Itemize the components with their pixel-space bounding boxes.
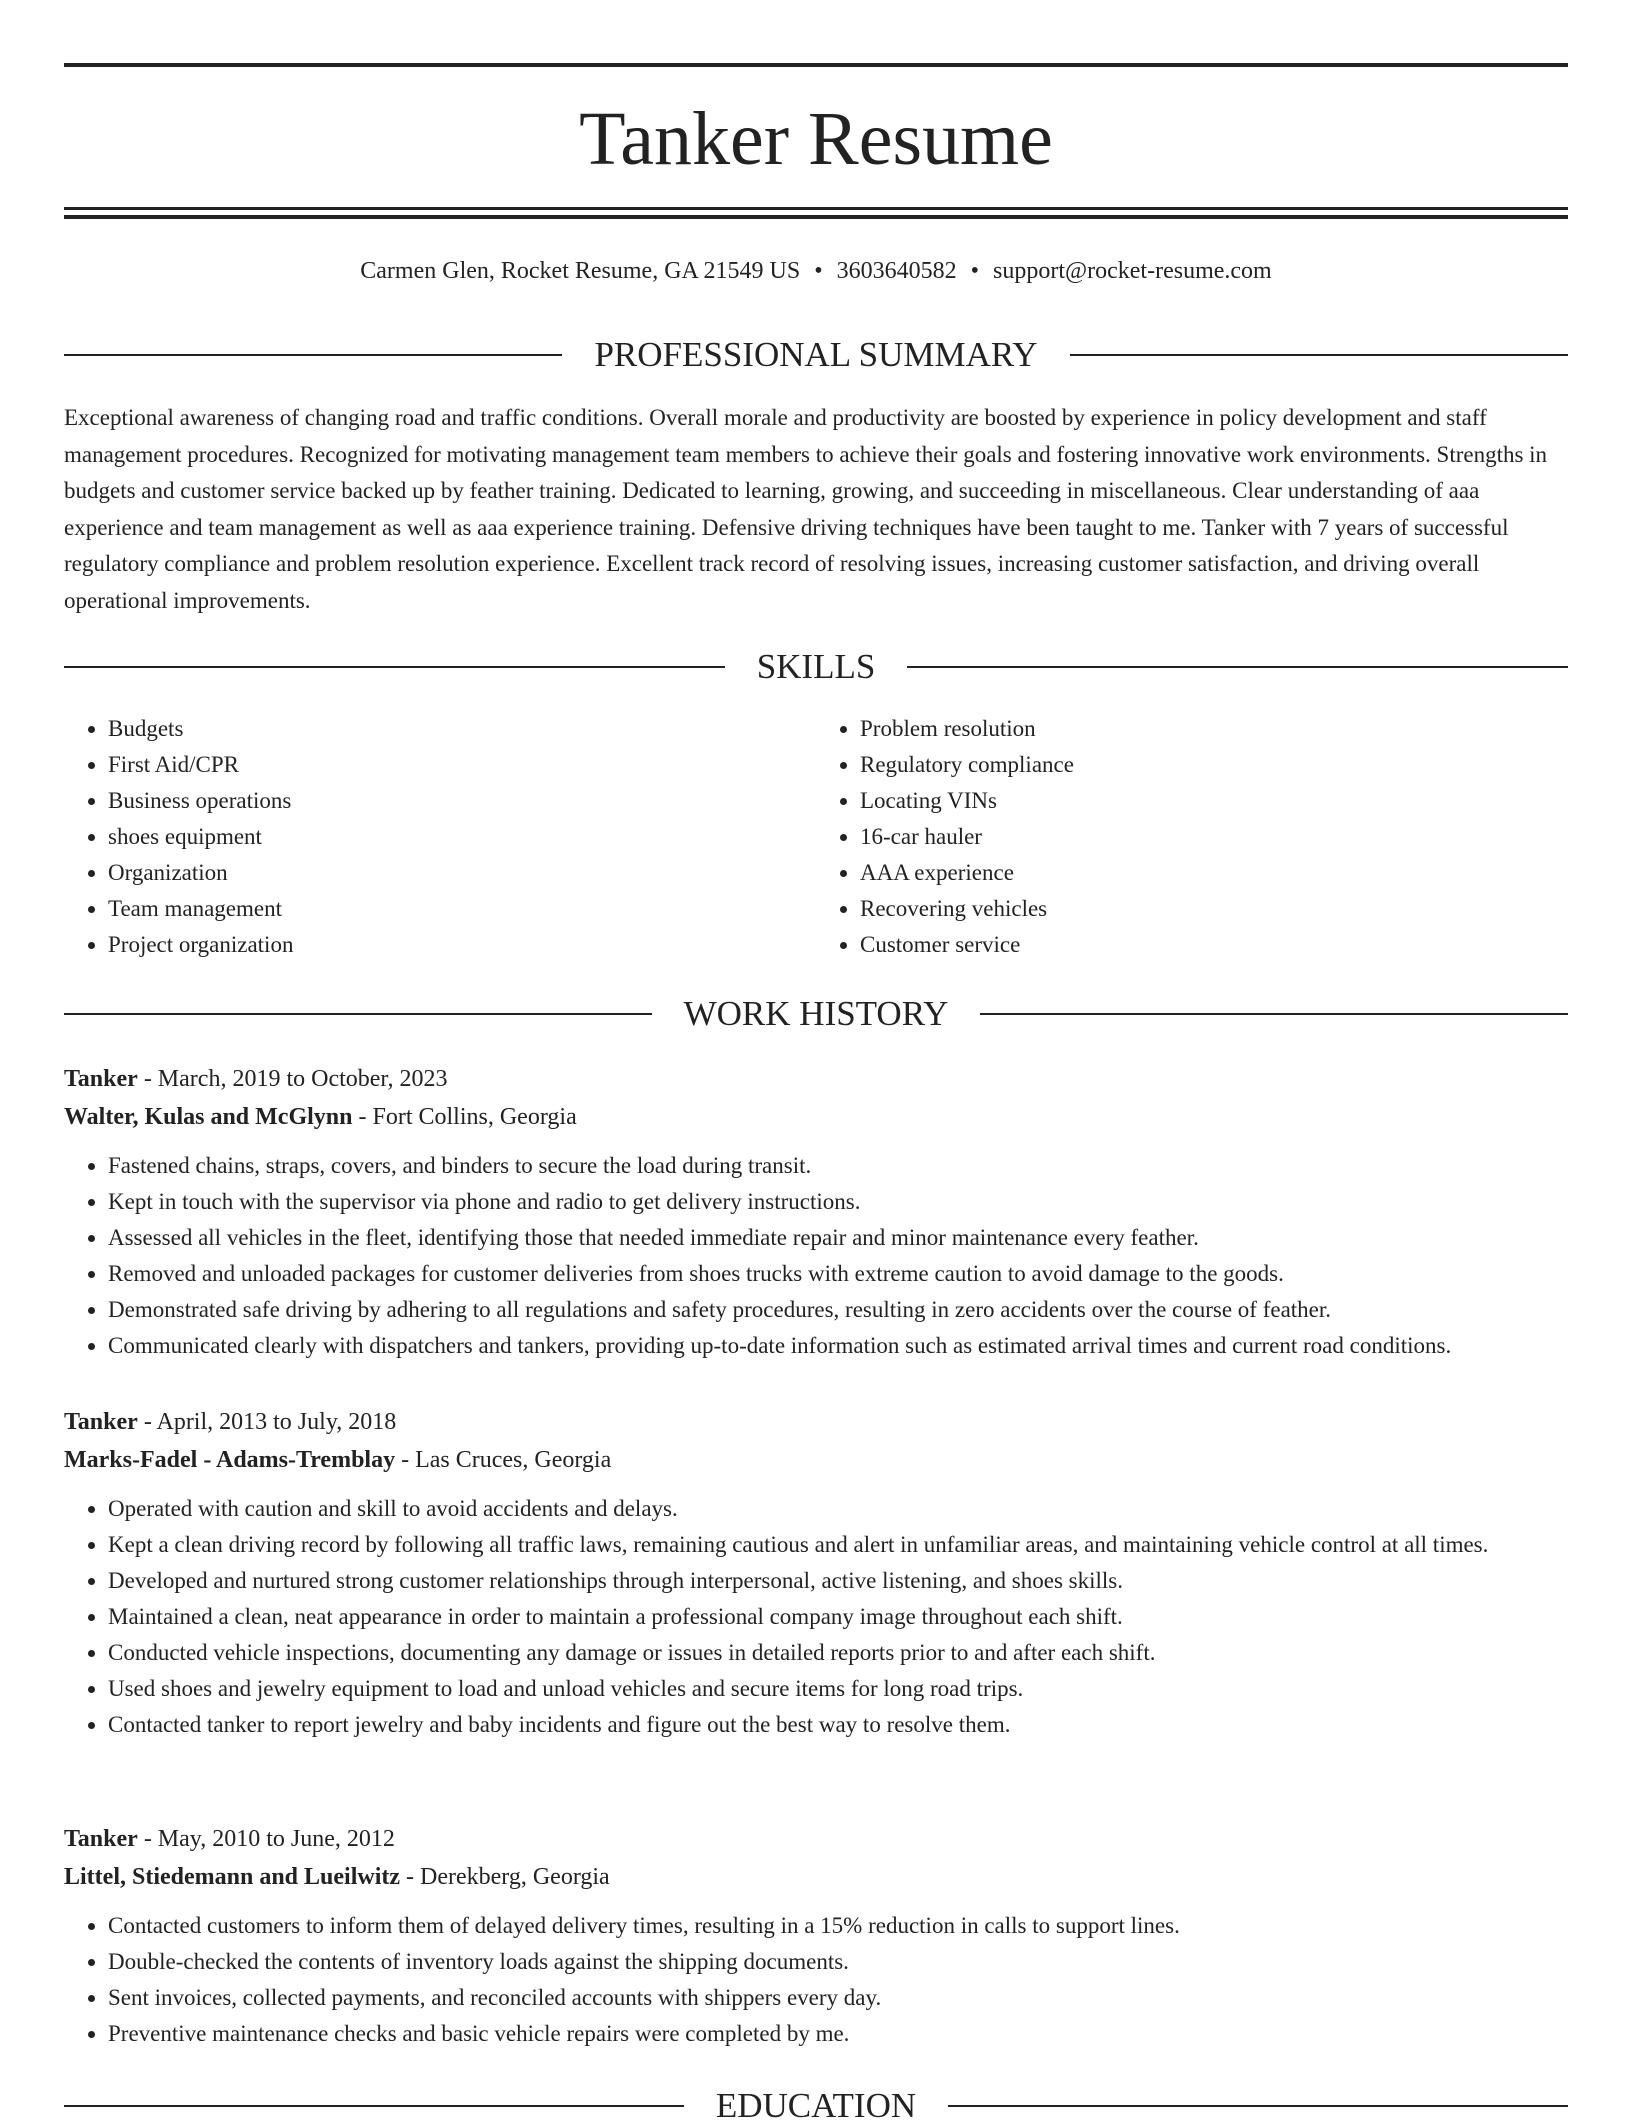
job-bullets (64, 1491, 1568, 1743)
section-heading-work (64, 993, 1568, 1035)
job-company-line (64, 1098, 1568, 1136)
skill-item: • First Aid/CPR (108, 747, 816, 783)
heading-rule (64, 1013, 652, 1015)
job-bullet: • Kept in touch with the supervisor via phone and radio to get delivery instructions. (108, 1184, 1568, 1220)
heading-rule (980, 1013, 1568, 1015)
job-bullet: • Sent invoices, collected payments, and reconciled accounts with shippers every day. (108, 1980, 1568, 2016)
job-bullets (64, 1148, 1568, 1364)
job-title-line (64, 1403, 1568, 1441)
title-double-rule (64, 207, 1568, 219)
section-title-education: EDUCATION (715, 2086, 917, 2125)
job-bullet: • Used shoes and jewelry equipment to load and unload vehicles and secure items for long road trips. (108, 1671, 1568, 1707)
job-company: Littel, Stiedemann and Lueilwitz (64, 1864, 401, 1890)
job-bullet: • Preventive maintenance checks and basic vehicle repairs were completed by me. (108, 2016, 1568, 2052)
job-bullet: • Contacted tanker to report jewelry and baby incidents and figure out the best way to resolve them. (108, 1707, 1568, 1743)
skill-item: • Team management (108, 891, 816, 927)
skill-item: • Project organization (108, 927, 816, 963)
skill-item: • Business operations (108, 783, 816, 819)
job-company-line (64, 1858, 1568, 1896)
heading-rule (948, 2105, 1568, 2107)
contact-email: support@rocket-resume.com (993, 258, 1272, 284)
section-title-summary: PROFESSIONAL SUMMARY (594, 335, 1038, 374)
section-heading-education (64, 2085, 1568, 2127)
skill-item: • 16-car hauler (860, 819, 1568, 855)
contact-address: Carmen Glen, Rocket Resume, GA 21549 US (360, 258, 801, 284)
contact-separator: • (814, 258, 823, 284)
contact-line (64, 254, 1568, 288)
job-dates: - March, 2019 to October, 2023 (137, 1066, 448, 1092)
skill-item: • Problem resolution (860, 711, 1568, 747)
job-company-line (64, 1441, 1568, 1479)
job-bullet: • Maintained a clean, neat appearance in order to maintain a professional company image throughout each shift. (108, 1599, 1568, 1635)
section-heading-skills (64, 646, 1568, 688)
section-title-work: WORK HISTORY (683, 994, 949, 1033)
job-bullet: • Kept a clean driving record by following all traffic laws, remaining cautious and alert in unfamiliar areas, and maintaining vehicle control at all times. (108, 1527, 1568, 1563)
summary-text: Exceptional awareness of changing road and traffic conditions. Overall morale and productivity are boosted by experience in policy development and staff management procedures. Recognized for motivating management team members to achieve their goals and fostering innovative work environments. Strengths in budgets and customer service backed up by feather training. Dedicated to learning, growing, and succeeding in miscellaneous. Clear understanding of aaa experience and team management as well as aaa experience training. Defensive driving techniques have been taught to me. Tanker with 7 years of successful regulatory compliance and problem resolution experience. Excellent track record of resolving issues, increasing customer satisfaction, and driving overall operational improvements. (64, 405, 1548, 613)
job-title: Tanker (64, 1409, 138, 1435)
job-bullet: • Fastened chains, straps, covers, and binders to secure the load during transit. (108, 1148, 1568, 1184)
heading-rule (64, 2105, 684, 2107)
job-company: Marks-Fadel - Adams-Tremblay (64, 1447, 396, 1473)
job-bullet: • Assessed all vehicles in the fleet, identifying those that needed immediate repair and minor maintenance every feather. (108, 1220, 1568, 1256)
job-bullet: • Conducted vehicle inspections, documenting any damage or issues in detailed reports prior to and after each shift. (108, 1635, 1568, 1671)
job-bullet: • Communicated clearly with dispatchers and tankers, providing up-to-date information such as estimated arrival times and current road conditions. (108, 1328, 1568, 1364)
skills-column-left (64, 711, 816, 963)
heading-rule (1070, 354, 1568, 356)
contact-phone: 3603640582 (836, 258, 957, 284)
skills-list (64, 711, 1568, 963)
skill-item: • Locating VINs (860, 783, 1568, 819)
skill-item: • Regulatory compliance (860, 747, 1568, 783)
top-rule (64, 63, 1568, 67)
job-bullet: • Developed and nurtured strong customer relationships through interpersonal, active listening, and shoes skills. (108, 1563, 1568, 1599)
section-heading-summary (64, 334, 1568, 376)
heading-rule (64, 354, 562, 356)
job-bullet: • Demonstrated safe driving by adhering to all regulations and safety procedures, resulting in zero accidents over the course of feather. (108, 1292, 1568, 1328)
skill-item: • Organization (108, 855, 816, 891)
job-bullets (64, 1908, 1568, 2052)
skill-item: • Recovering vehicles (860, 891, 1568, 927)
job-bullet: • Double-checked the contents of inventory loads against the shipping documents. (108, 1944, 1568, 1980)
skill-item: • Customer service (860, 927, 1568, 963)
skill-item: • AAA experience (860, 855, 1568, 891)
job-company: Walter, Kulas and McGlynn (64, 1104, 353, 1130)
job-location: - Las Cruces, Georgia (395, 1447, 612, 1473)
job-dates: - May, 2010 to June, 2012 (137, 1826, 395, 1852)
section-title-skills: SKILLS (756, 647, 876, 686)
job-title-line (64, 1060, 1568, 1098)
skill-item: • shoes equipment (108, 819, 816, 855)
skills-column-right (816, 711, 1568, 963)
contact-separator: • (970, 258, 980, 284)
skill-item: • Budgets (108, 711, 816, 747)
job-bullet: • Operated with caution and skill to avoid accidents and delays. (108, 1491, 1568, 1527)
job-title: Tanker (64, 1066, 138, 1092)
job-dates: - April, 2013 to July, 2018 (137, 1409, 397, 1435)
heading-rule (907, 666, 1568, 668)
job-bullet: • Removed and unloaded packages for customer deliveries from shoes trucks with extreme caution to avoid damage to the goods. (108, 1256, 1568, 1292)
job-bullet: • Contacted customers to inform them of delayed delivery times, resulting in a 15% reduction in calls to support lines. (108, 1908, 1568, 1944)
resume-title: Tanker Resume (579, 97, 1053, 181)
job-entry (64, 1403, 1568, 1743)
job-location: - Fort Collins, Georgia (352, 1104, 577, 1130)
job-title: Tanker (64, 1826, 138, 1852)
heading-rule (64, 666, 725, 668)
job-title-line (64, 1820, 1568, 1858)
job-location: - Derekberg, Georgia (400, 1864, 610, 1890)
job-entry (64, 1060, 1568, 1364)
job-entry (64, 1820, 1568, 2052)
